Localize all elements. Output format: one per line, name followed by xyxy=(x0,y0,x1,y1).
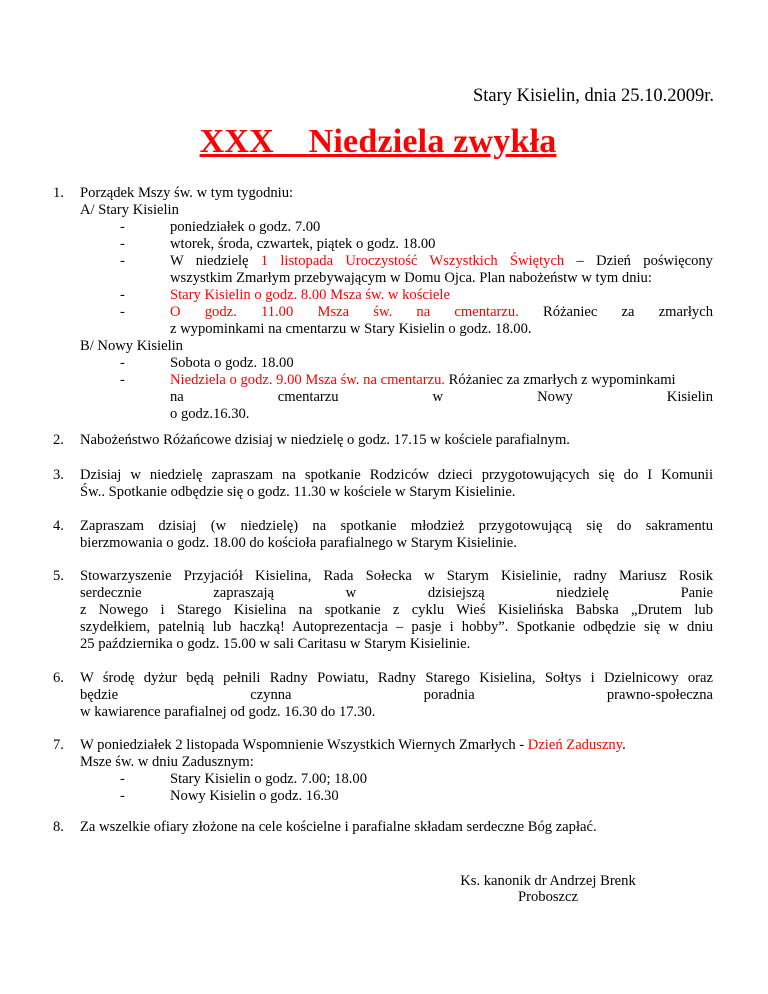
item-text: Stowarzyszenie Przyjaciół Kisielina, Rada Sołecka w Starym Kisielinie, radny Mariusz Rosik xyxy=(80,568,713,584)
schedule-line: - Stary Kisielin o godz. 8.00 Msza św. w kościele xyxy=(120,287,450,303)
section-b-label: B/ Nowy Kisielin xyxy=(80,338,183,354)
item-number: 2. xyxy=(53,432,64,448)
item-text: Dzisiaj w niedzielę zapraszam na spotkanie Rodziców dzieci przygotowujących się do I Komunii xyxy=(80,467,713,483)
schedule-line: - O godz. 11.00 Msza św. na cmentarzu. Różaniec za zmarłych z wypominkami na cmentarzu w Stary Kisielin o godz. 18.00. xyxy=(120,304,713,337)
schedule-line: - poniedziałek o godz. 7.00 xyxy=(120,219,321,235)
item-text: Nabożeństwo Różańcowe dzisiaj w niedzielę o godz. 17.15 w kościele parafialnym. xyxy=(80,432,570,448)
title-part1: XXX xyxy=(199,123,274,160)
schedule-line: - W niedzielę 1 listopada Uroczystość Wszystkich Świętych – Dzień poświęcony wszystkim Zmarłym przebywającym w Domu Ojca. Plan nabożeństw w tym dniu: xyxy=(120,253,713,286)
item-text: szydełkiem, patelnią lub haczką! Autoprezentacja – pasje i hobby”. Spotkanie odbędzie się w dniu xyxy=(80,619,713,635)
item-text: Msze św. w dniu Zadusznym: xyxy=(80,754,254,770)
schedule-line: - Sobota o godz. 18.00 xyxy=(120,355,294,371)
schedule-line: - Nowy Kisielin o godz. 16.30 xyxy=(120,788,339,804)
item-text: w kawiarence parafialnej od godz. 16.30 do 17.30. xyxy=(80,704,376,720)
item-number: 5. xyxy=(53,568,64,584)
schedule-line: - Stary Kisielin o godz. 7.00; 18.00 xyxy=(120,771,368,787)
item-number: 8. xyxy=(53,819,64,835)
list-item-1 xyxy=(53,185,713,423)
schedule-line: - Niedziela o godz. 9.00 Msza św. na cmentarzu. Różaniec za zmarłych z wypominkami na cmentarzu w Nowy Kisielin o godz.16.30. xyxy=(120,372,713,422)
item-text: 25 października o godz. 15.00 w sali Caritasu w Starym Kisielinie. xyxy=(80,636,471,652)
item-number: 3. xyxy=(53,467,64,483)
item-number: 4. xyxy=(53,518,64,534)
list-item-2 xyxy=(53,432,713,449)
signature-block xyxy=(428,873,668,905)
list-item-5 xyxy=(53,568,713,653)
page-title xyxy=(0,122,762,162)
item-text: Za wszelkie ofiary złożone na cele kościelne i parafialne składam serdeczne Bóg zapłać. xyxy=(80,819,597,835)
title-part2: Niedziela zwykła xyxy=(308,123,557,160)
item-text: Zapraszam dzisiaj (w niedzielę) na spotkanie młodzież przygotowującą się do sakramentu xyxy=(80,518,713,534)
section-a-label: A/ Stary Kisielin xyxy=(80,202,179,218)
signature-name: Ks. kanonik dr Andrzej Brenk xyxy=(460,873,636,889)
date-line: Stary Kisielin, dnia 25.10.2009r. xyxy=(473,86,714,106)
schedule-line: - wtorek, środa, czwartek, piątek o godz. 18.00 xyxy=(120,236,436,252)
item-text: W środę dyżur będą pełnili Radny Powiatu, Radny Starego Kisielina, Sołtys i Dzielnicowy oraz xyxy=(80,670,713,686)
item-intro: Porządek Mszy św. w tym tygodniu: xyxy=(80,185,294,201)
item-text: Św.. Spotkanie odbędzie się o godz. 11.30 w kościele w Starym Kisielinie. xyxy=(80,484,516,500)
item-text: serdecznie zapraszają w dzisiejszą niedzielę Panie xyxy=(80,585,713,601)
item-number: 1. xyxy=(53,185,64,201)
item-number: 6. xyxy=(53,670,64,686)
list-item-6 xyxy=(53,670,713,721)
item-text: W poniedziałek 2 listopada Wspomnienie Wszystkich Wiernych Zmarłych - Dzień Zaduszny. xyxy=(80,737,626,753)
list-item-3 xyxy=(53,467,713,501)
item-text: z Nowego i Starego Kisielina na spotkanie z cyklu Wieś Kisielińska Babska „Drutem lub xyxy=(80,602,713,618)
list-item-4 xyxy=(53,518,713,552)
item-text: będzie czynna poradnia prawno-społeczna xyxy=(80,687,713,703)
item-text: bierzmowania o godz. 18.00 do kościoła parafialnego w Starym Kisielinie. xyxy=(80,535,517,551)
list-item-7 xyxy=(53,737,713,805)
signature-role: Proboszcz xyxy=(518,889,578,905)
item-number: 7. xyxy=(53,737,64,753)
list-item-8 xyxy=(53,819,713,836)
